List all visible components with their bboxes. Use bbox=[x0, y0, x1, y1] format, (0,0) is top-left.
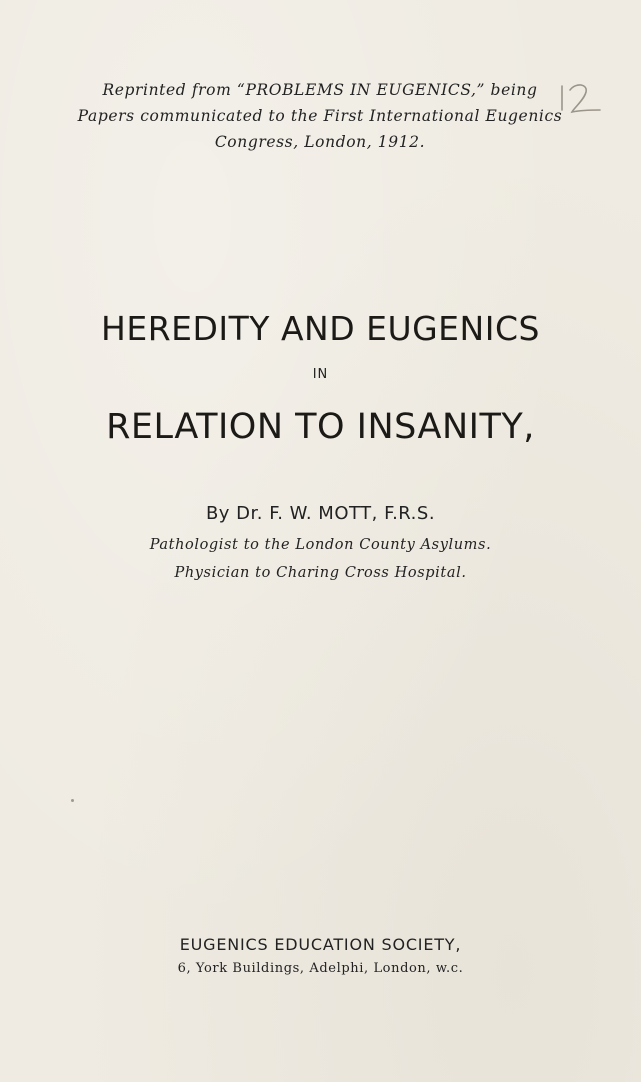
author-role-2: Physician to Charing Cross Hospital. bbox=[174, 565, 467, 581]
publisher-name: EUGENICS EDUCATION SOCIETY, bbox=[179, 935, 462, 954]
reprint-note bbox=[30, 77, 610, 155]
publisher-address: 6, York Buildings, Adelphi, London, w.c. bbox=[177, 961, 464, 976]
handwritten-page-number bbox=[556, 80, 604, 120]
title-connector: IN bbox=[312, 367, 329, 382]
title-line-2: RELATION TO INSANITY, bbox=[106, 407, 535, 447]
author-byline: By Dr. F. W. MOTT, F.R.S. bbox=[205, 503, 436, 524]
author-role-1: Pathologist to the London County Asylums. bbox=[149, 537, 492, 553]
reprint-line-1: Reprinted from “PROBLEMS IN EUGENICS,” being bbox=[102, 81, 538, 99]
paper-speck bbox=[71, 799, 74, 802]
reprint-line-3: Congress, London, 1912. bbox=[214, 133, 426, 151]
title-line-1: HEREDITY AND EUGENICS bbox=[101, 309, 540, 348]
reprint-line-2: Papers communicated to the First International Eugenics bbox=[77, 107, 563, 125]
